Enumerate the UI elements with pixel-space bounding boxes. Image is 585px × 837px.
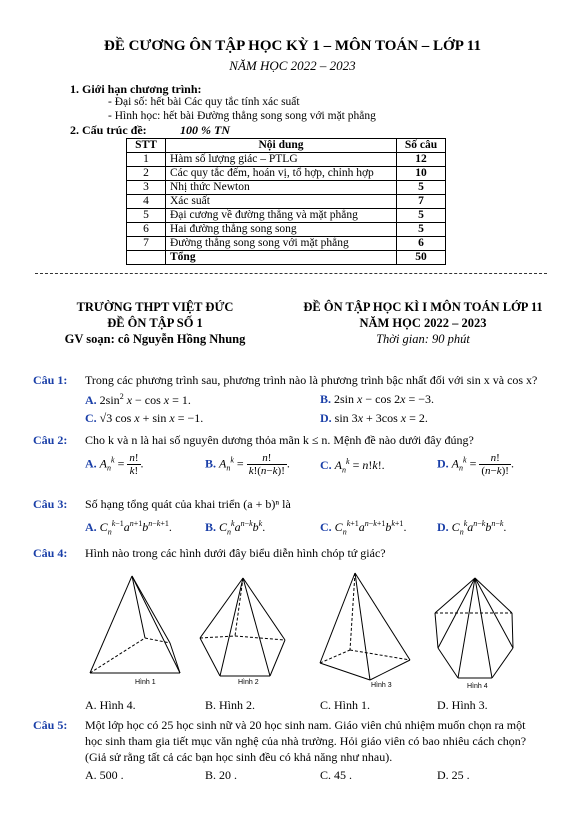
section-2-title: 2. Cấu trúc đề:	[70, 123, 147, 137]
header-stt: STT	[127, 139, 166, 153]
table-row	[127, 195, 446, 209]
q1-option-a: A. $2\sin^2$ x − cos x = 1.	[85, 392, 191, 407]
total-label: Tổng	[166, 251, 397, 265]
row-count: 12	[397, 153, 446, 167]
page-title: ĐỀ CƯƠNG ÔN TẬP HỌC KỲ 1 – MÔN TOÁN – LỚP 11	[104, 38, 481, 54]
row-count: 5	[397, 209, 446, 223]
q5-label: Câu 5:	[33, 718, 68, 732]
table-row	[127, 167, 446, 181]
total-empty	[127, 251, 166, 265]
q1-text: Trong các phương trình sau, phương trình nào là phương trình bậc nhất đối với sin x và cos x?	[85, 373, 538, 387]
header-content: Nội dung	[166, 139, 397, 153]
row-stt: 4	[127, 195, 166, 209]
header-count: Số câu	[397, 139, 446, 153]
q5-option-d: D. 25 .	[437, 768, 470, 782]
school-name: TRƯỜNG THPT VIỆT ĐỨC	[76, 300, 234, 314]
row-content: Các quy tắc đếm, hoán vị, tổ hợp, chỉnh hợp	[166, 167, 397, 181]
table-row	[127, 153, 446, 167]
table-total-row	[127, 251, 446, 265]
q2-text: Cho k và n là hai số nguyên dương thỏa mãn k ≤ n. Mệnh đề nào dưới đây đúng?	[85, 433, 474, 447]
q2-option-c: C. $A_n^k = n!k$!.	[320, 457, 385, 475]
q3-label: Câu 3:	[33, 497, 68, 511]
school-year: NĂM HỌC 2022 – 2023	[229, 58, 356, 73]
table-row	[127, 223, 446, 237]
row-stt: 1	[127, 153, 166, 167]
row-stt: 5	[127, 209, 166, 223]
row-stt: 3	[127, 181, 166, 195]
structure-table	[126, 138, 446, 265]
figure-2-caption: Hình 2	[238, 679, 259, 686]
teacher-name: GV soạn: cô Nguyễn Hồng Nhung	[64, 332, 246, 346]
section-1-line-1: - Đại số: hết bài Các quy tắc tính xác suất	[108, 96, 300, 108]
q2-option-a: A. $A_n^k$ = $\frac{n!}{k!}$ .	[85, 452, 144, 477]
q2-option-b: B. $A_n^k$ = $\frac{n!}{k!(n-k)!}$ .	[205, 452, 290, 477]
q3-option-d: D. $C_n^ka^{n-k}b^{n-k}$.	[437, 519, 507, 537]
figure-1-caption: Hình 1	[135, 679, 156, 686]
q1-option-d: D. sin 3x + 3cos x = 2.	[320, 411, 428, 425]
exam-set: ĐỀ ÔN TẬP SỐ 1	[107, 316, 203, 330]
figure-4-caption: Hình 4	[467, 683, 488, 690]
total-value: 50	[397, 251, 446, 265]
q1-label: Câu 1:	[33, 373, 68, 387]
exam-year: NĂM HỌC 2022 – 2023	[359, 316, 487, 330]
figure-3-caption: Hình 3	[371, 682, 392, 689]
table-header-row	[127, 139, 446, 153]
row-count: 6	[397, 237, 446, 251]
row-content: Đại cương về đường thẳng và mặt phẳng	[166, 209, 397, 223]
row-count: 10	[397, 167, 446, 181]
row-stt: 7	[127, 237, 166, 251]
q4-text: Hình nào trong các hình dưới đây biểu diễn hình chóp tứ giác?	[85, 546, 386, 560]
row-content: Xác suất	[166, 195, 397, 209]
q3-option-b: B. $C_n^ka^{n-k}b^k$.	[205, 519, 266, 537]
pyramid-figures	[80, 568, 550, 696]
row-content: Hai đường thẳng song song	[166, 223, 397, 237]
table-row	[127, 209, 446, 223]
section-1-line-2: - Hình học: hết bài Đường thẳng song song với mặt phẳng	[108, 110, 376, 122]
q2-option-d: D. $A_n^k$ = $\frac{n!}{(n-k)!}$ .	[437, 452, 514, 477]
row-count: 5	[397, 223, 446, 237]
row-count: 5	[397, 181, 446, 195]
q5-option-b: B. 20 .	[205, 768, 238, 782]
row-content: Nhị thức Newton	[166, 181, 397, 195]
figure-3	[320, 573, 410, 680]
q5-line-3: (Giả sử rằng tất cả các bạn học sinh đều có khả năng như nhau).	[85, 750, 393, 764]
q4-option-a: A. Hình 4.	[85, 698, 136, 712]
q5-option-c: C. 45 .	[320, 768, 353, 782]
q4-label: Câu 4:	[33, 546, 68, 560]
q4-option-c: C. Hình 1.	[320, 698, 371, 712]
row-content: Hàm số lượng giác – PTLG	[166, 153, 397, 167]
figure-1	[90, 576, 180, 673]
section-1-title: 1. Giới hạn chương trình:	[70, 82, 202, 96]
q1-option-b: B. 2sin x − cos 2x = −3.	[320, 392, 434, 406]
row-count: 7	[397, 195, 446, 209]
figure-4	[435, 578, 513, 678]
q4-option-d: D. Hình 3.	[437, 698, 488, 712]
dashed-divider	[35, 273, 547, 274]
q1-option-c: C. √3 cos x + sin x = −1.	[85, 411, 204, 425]
q5-line-2: học sinh tham gia tiết mục văn nghệ của nhà trường. Hỏi giáo viên có bao nhiêu cách chọn?	[85, 734, 527, 748]
q2-label: Câu 2:	[33, 433, 68, 447]
row-content: Đường thẳng song song với mặt phẳng	[166, 237, 397, 251]
q5-line-1: Một lớp học có 25 học sinh nữ và 20 học sinh nam. Giáo viên chủ nhiệm muốn chọn ra một	[85, 718, 526, 732]
exam-title: ĐỀ ÔN TẬP HỌC KÌ I MÔN TOÁN LỚP 11	[303, 300, 543, 314]
table-row	[127, 237, 446, 251]
q3-option-a: A. $C_n^{k-1}a^{n+1}b^{n-k+1}$.	[85, 519, 172, 537]
q5-option-a: A. 500 .	[85, 768, 124, 782]
q4-option-b: B. Hình 2.	[205, 698, 256, 712]
section-2-tn: 100 % TN	[180, 123, 230, 137]
exam-duration: Thời gian: 90 phút	[376, 332, 470, 346]
row-stt: 2	[127, 167, 166, 181]
q3-option-c: C. $C_n^{k+1}a^{n-k+1}b^{k+1}$.	[320, 519, 407, 537]
q3-text: Số hạng tổng quát của khai triển (a + b)ⁿ là	[85, 497, 291, 511]
row-stt: 6	[127, 223, 166, 237]
figure-2	[200, 578, 285, 676]
table-row	[127, 181, 446, 195]
